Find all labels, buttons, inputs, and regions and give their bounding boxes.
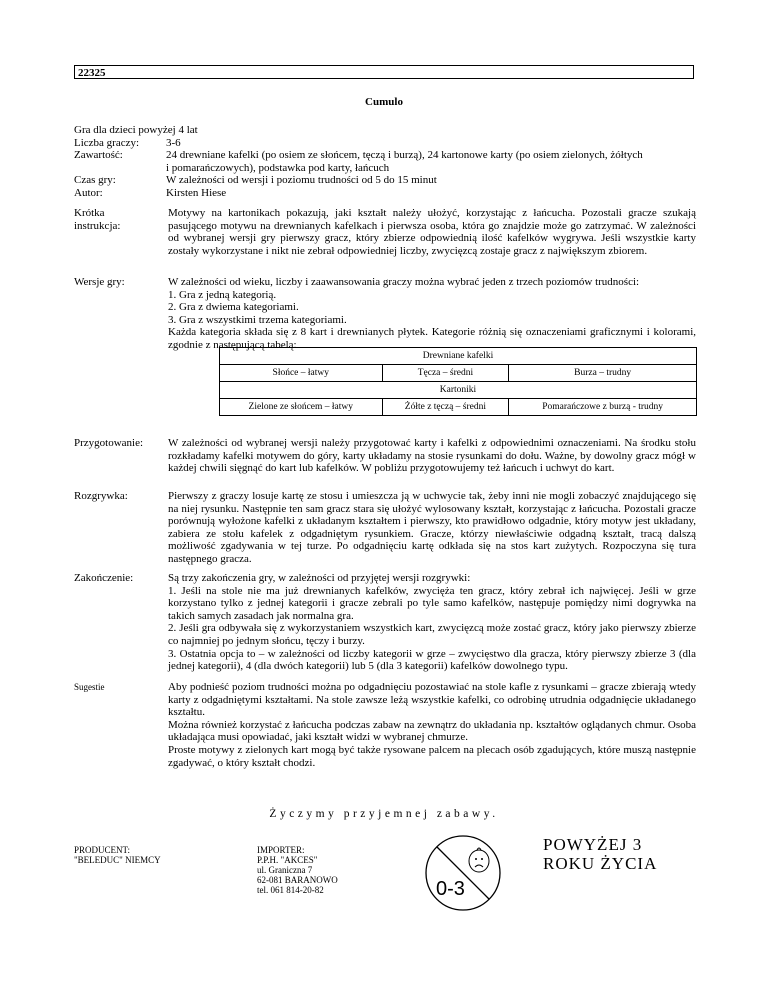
warning-age-label: 0-3 — [436, 878, 465, 900]
category-table — [219, 347, 697, 416]
table-cell: Burza – trudny — [509, 365, 697, 382]
table-cell: Zielone ze słońcem – łatwy — [220, 399, 383, 416]
table-header-tiles: Drewniane kafelki — [220, 348, 697, 365]
baby-face — [469, 850, 489, 872]
product-code: 22325 — [74, 65, 694, 79]
producer-block — [74, 845, 224, 865]
table-cell: Tęcza – średni — [382, 365, 509, 382]
text-line: Są trzy zakończenia gry, w zależności od przyjętej wersji rozgrywki: — [168, 572, 471, 584]
table-cell: Słońce – łatwy — [220, 365, 383, 382]
importer-line: ul. Graniczna 7 — [257, 865, 313, 875]
game-intro: Gra dla dzieci powyżej 4 lat — [74, 124, 198, 136]
info-label: Autor: — [74, 186, 103, 199]
info-row — [74, 174, 714, 187]
importer-line: tel. 061 814-20-82 — [257, 885, 324, 895]
importer-line: IMPORTER: — [257, 845, 305, 855]
section-text — [168, 572, 696, 673]
section-preparation — [74, 437, 696, 475]
section-text: Pierwszy z graczy losuje kartę ze stosu i umieszcza ją w uchwycie tak, żeby inni nie mogli zobaczyć znajdującego się na niej rysunku. Następnie ten sam gracz stara się ułożyć wylosowany kształt, korzystając z łańcucha. Pozostali gracze porównują wyłożone kafelki z układanym kształtem i pierwszy, kto prawidłowo odgadnie, który motyw jest układany, zabiera ze stołu kafelek z odgadniętym rysunkiem. Gracze, którzy niewłaściwie odgadną kształt, tracą dalszą możliwość zgadywania w tej turze. Po odgadnięciu kartę odkłada się na stos kart zużytych. Rozpoczyna się tura następnego gracza. — [168, 490, 696, 565]
page-title: Cumulo — [365, 96, 403, 108]
producer-line: PRODUCENT: — [74, 845, 131, 855]
importer-line: P.P.H. "AKCES" — [257, 855, 318, 865]
section-label: Zakończenie: — [74, 572, 134, 584]
table-header-cards: Kartoniki — [220, 382, 697, 399]
table-cell: Pomarańczowe z burzą - trudny — [509, 399, 697, 416]
section-text: W zależności od wybranej wersji należy przygotować karty i kafelki z odpowiednimi oznaczeniami. Na środku stołu rozkładamy kafelki motywem do góry, karty układamy na stosie rysunkami do dołu. Ważne, by dowolny gracz mógł w każdej chwili sięgnąć do kart lub kafelków. W pobliżu przygotowujemy też łańcuch i uchwyt do kart. — [168, 437, 696, 475]
section-label: Wersje gry: — [74, 276, 125, 288]
text-line: Każda kategoria składa się z 8 kart i drewnianych płytek. Kategorie różnią się oznaczeniami graficznymi i kolorami, zgodnie z następującą tabelą: — [168, 326, 696, 351]
text-line: 1. Jeśli na stole nie ma już drewnianych kafelków, zwycięża ten gracz, który zebrał ich najwięcej. Jeśli w grze korzystano tylko z jednej kategorii i gracze zebrali po tyle samo kafelków, następuje pomiędzy nimi dogrywka na takich samych zasadach jak normalna gra. — [168, 584, 696, 622]
producer-line: "BELEDUC" NIEMCY — [74, 855, 161, 865]
info-label: Liczba graczy: — [74, 136, 140, 149]
info-value: Kirsten Hiese — [166, 186, 227, 199]
text-line: Proste motywy z zielonych kart mogą być także rysowane palcem na plecach osób zgadujących, które muszą następnie zgadywać, o który kształt chodzi. — [168, 743, 696, 769]
text-line: 1. Gra z jedną kategorią. — [168, 288, 277, 301]
section-versions — [74, 276, 696, 352]
section-label: Przygotowanie: — [74, 437, 144, 449]
section-ending — [74, 572, 696, 673]
info-value: i pomarańczowych), podstawka pod karty, łańcuch — [166, 161, 390, 174]
age-warning-icon — [422, 832, 504, 914]
info-row — [74, 187, 714, 200]
section-text — [168, 276, 696, 352]
section-label — [74, 207, 168, 257]
text-line: 2. Gra z dwiema kategoriami. — [168, 301, 299, 314]
section-text — [168, 681, 696, 769]
section-text: Motywy na kartonikach pokazują, jaki kształt należy ułożyć, korzystając z łańcucha. Pozostali gracze szukają pasującego motywu na drewnianych kafelkach i pierwsza osoba, która go znajdzie może go zatrzymać. W zależności od wybranej wersji gry pierwszy gracz, który zbierze odpowiednią ilość kafelków wygrywa. Jeśli wszystkie karty zostały wykorzystane i nikt nie zebrał odpowiedniej liczby, zwycięzcą zostaje gracz z największym zbiorem. — [168, 207, 696, 257]
info-label — [74, 162, 166, 175]
text-line: 3. Gra z wszystkimi trzema kategoriami. — [168, 313, 347, 326]
section-short-instruction — [74, 207, 696, 257]
info-label: Zawartość: — [74, 149, 123, 162]
baby-eye — [475, 858, 477, 860]
section-label: Sugestie — [74, 682, 105, 692]
section-label-line: Krótka — [74, 207, 105, 219]
importer-line: 62-081 BARANOWO — [257, 875, 338, 885]
baby-eye — [481, 858, 483, 860]
info-value: 3-6 — [166, 136, 181, 149]
table-cell: Żółte z tęczą – średni — [382, 399, 509, 416]
info-row — [74, 137, 714, 150]
table-row — [220, 365, 697, 382]
age-line: ROKU ŻYCIA — [543, 854, 658, 873]
info-label: Czas gry: — [74, 174, 116, 187]
info-row — [74, 149, 714, 162]
info-row — [74, 162, 714, 175]
info-value: W zależności od wersji i poziomu trudności od 5 do 15 minut — [166, 174, 437, 187]
info-value: 24 drewniane kafelki (po osiem ze słońcem, tęczą i burzą), 24 kartonowe karty (po osiem zielonych, żółtych — [166, 149, 643, 162]
text-line: 3. Ostatnia opcja to – w zależności od liczby kategorii w grze – zwycięstwo dla gracza, który pierwszy zbierze 3 (dla jednej kategorii), 4 (dla dwóch kategorii) lub 5 (dla 3 kategorii) kafelków dowolnego typu. — [168, 647, 696, 673]
age-notice — [543, 835, 673, 873]
text-line: 2. Jeśli gra odbywała się z wykorzystaniem wszystkich kart, zwycięzcą może zostać gracz, który jako pierwszy zbierze co najmniej po jednym słońcu, tęczy i burzy. — [168, 622, 696, 647]
text-line: Aby podnieść poziom trudności można po odgadnięciu pozostawiać na stole kafle z rysunkami – gracze zbierają wtedy karty z odgadniętymi kształtami. Na stole zawsze leżą wszystkie kafelki, co odrobinę utrudnia odgadnięcie układanego kształtu. — [168, 681, 696, 719]
section-label: Rozgrywka: — [74, 490, 128, 502]
section-label-line: instrukcja: — [74, 219, 121, 232]
section-gameplay — [74, 490, 696, 566]
game-info — [74, 124, 714, 200]
text-line: Można również korzystać z łańcucha podczas zabaw na zewnątrz do układania np. kształtów oglądanych chmur. Osoba układająca musi opowiadać, jaki kształt widzi w wybranej chmurze. — [168, 718, 696, 744]
age-line: POWYŻEJ 3 — [543, 835, 643, 854]
closing-wish: Życzymy przyjemnej zabawy. — [269, 808, 499, 820]
section-suggestions — [74, 681, 696, 769]
text-line: W zależności od wieku, liczby i zaawansowania graczy można wybrać jeden z trzech poziomów trudności: — [168, 276, 640, 288]
table-row — [220, 399, 697, 416]
baby-mouth — [475, 865, 483, 867]
importer-block — [257, 845, 407, 895]
